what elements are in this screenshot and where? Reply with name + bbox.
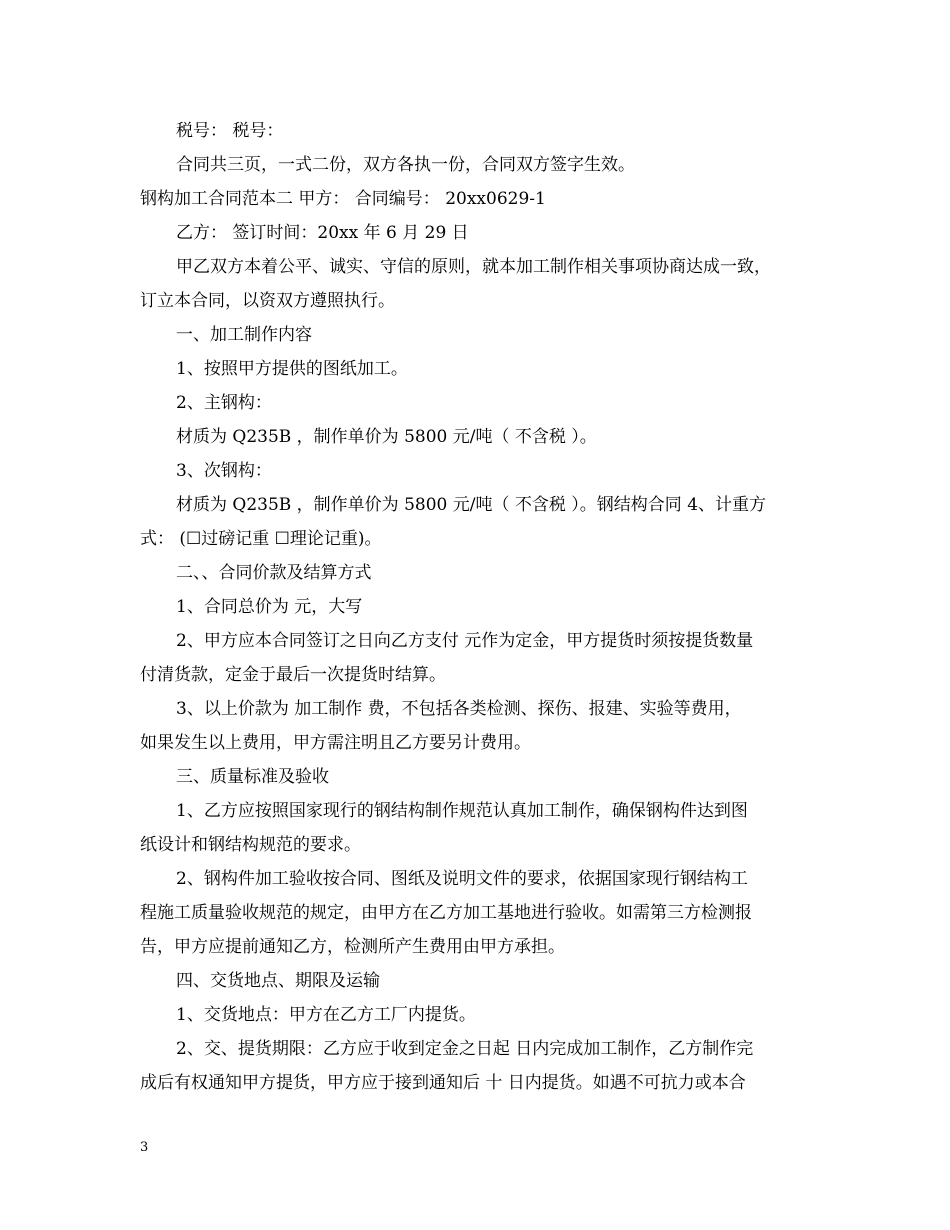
clause-1-2: 2、主钢构： — [176, 393, 272, 413]
section-1-heading: 一、加工制作内容 — [176, 325, 312, 345]
clause-1-4-weighing: 式： (☐过磅记重 ☐理论记重)。 — [140, 529, 382, 549]
clause-2-3-line-1: 3、以上价款为 加工制作 费，不包括各类检测、探伤、报建、实验等费用， — [176, 699, 742, 719]
clause-2-1: 1、合同总价为 元，大写 — [176, 597, 363, 617]
page-number: 3 — [140, 1140, 149, 1155]
clause-3-1-line-1: 1、乙方应按照国家现行的钢结构制作规范认真加工制作，确保钢构件达到图 — [176, 801, 748, 821]
clause-1-2-material: 材质为 Q235B ，制作单价为 5800 元/吨（ 不含税 ）。 — [176, 427, 597, 447]
section-4-heading: 四、交货地点、期限及运输 — [176, 971, 380, 991]
preamble-line-2: 订立本合同，以资双方遵照执行。 — [140, 291, 395, 311]
clause-4-1: 1、交货地点：甲方在乙方工厂内提货。 — [176, 1005, 476, 1025]
clause-1-1: 1、按照甲方提供的图纸加工。 — [176, 359, 408, 379]
clause-3-2-line-2: 程施工质量验收规范的规定，由甲方在乙方加工基地进行验收。如需第三方检测报 — [140, 903, 752, 923]
clause-2-2-line-2: 付清货款，定金于最后一次提货时结算。 — [140, 665, 446, 685]
tax-id-line: 税号： 税号： — [176, 121, 284, 141]
clause-2-3-line-2: 如果发生以上费用，甲方需注明且乙方要另计费用。 — [140, 733, 531, 753]
section-3-heading: 三、质量标准及验收 — [176, 767, 329, 787]
contract-header-line: 钢构加工合同范本二 甲方： 合同编号： 20xx0629-1 — [140, 189, 546, 209]
section-2-heading: 二、、合同价款及结算方式 — [176, 563, 372, 583]
clause-4-2-line-2: 成后有权通知甲方提货，甲方应于接到通知后 十 日内提货。如遇不可抗力或本合 — [140, 1073, 746, 1093]
clause-4-2-line-1: 2、交、提货期限：乙方应于收到定金之日起 日内完成加工制作，乙方制作完 — [176, 1039, 754, 1059]
clause-3-1-line-2: 纸设计和钢结构规范的要求。 — [140, 835, 361, 855]
clause-2-2-line-1: 2、甲方应本合同签订之日向乙方支付 元作为定金，甲方提货时须按提货数量 — [176, 631, 754, 651]
clause-1-3-material: 材质为 Q235B ，制作单价为 5800 元/吨（ 不含税 ）。钢结构合同 4、计重方 — [176, 495, 767, 515]
copies-clause: 合同共三页，一式二份，双方各执一份，合同双方签字生效。 — [176, 155, 635, 175]
preamble-line-1: 甲乙双方本着公平、诚实、守信的原则，就本加工制作相关事项协商达成一致， — [176, 257, 771, 277]
clause-3-2-line-3: 告，甲方应提前通知乙方，检测所产生费用由甲方承担。 — [140, 937, 565, 957]
clause-3-2-line-1: 2、钢构件加工验收按合同、图纸及说明文件的要求，依据国家现行钢结构工 — [176, 869, 748, 889]
clause-1-3: 3、次钢构： — [176, 461, 272, 481]
party-b-sign-date: 乙方： 签订时间：20xx 年 6 月 29 日 — [176, 223, 469, 243]
